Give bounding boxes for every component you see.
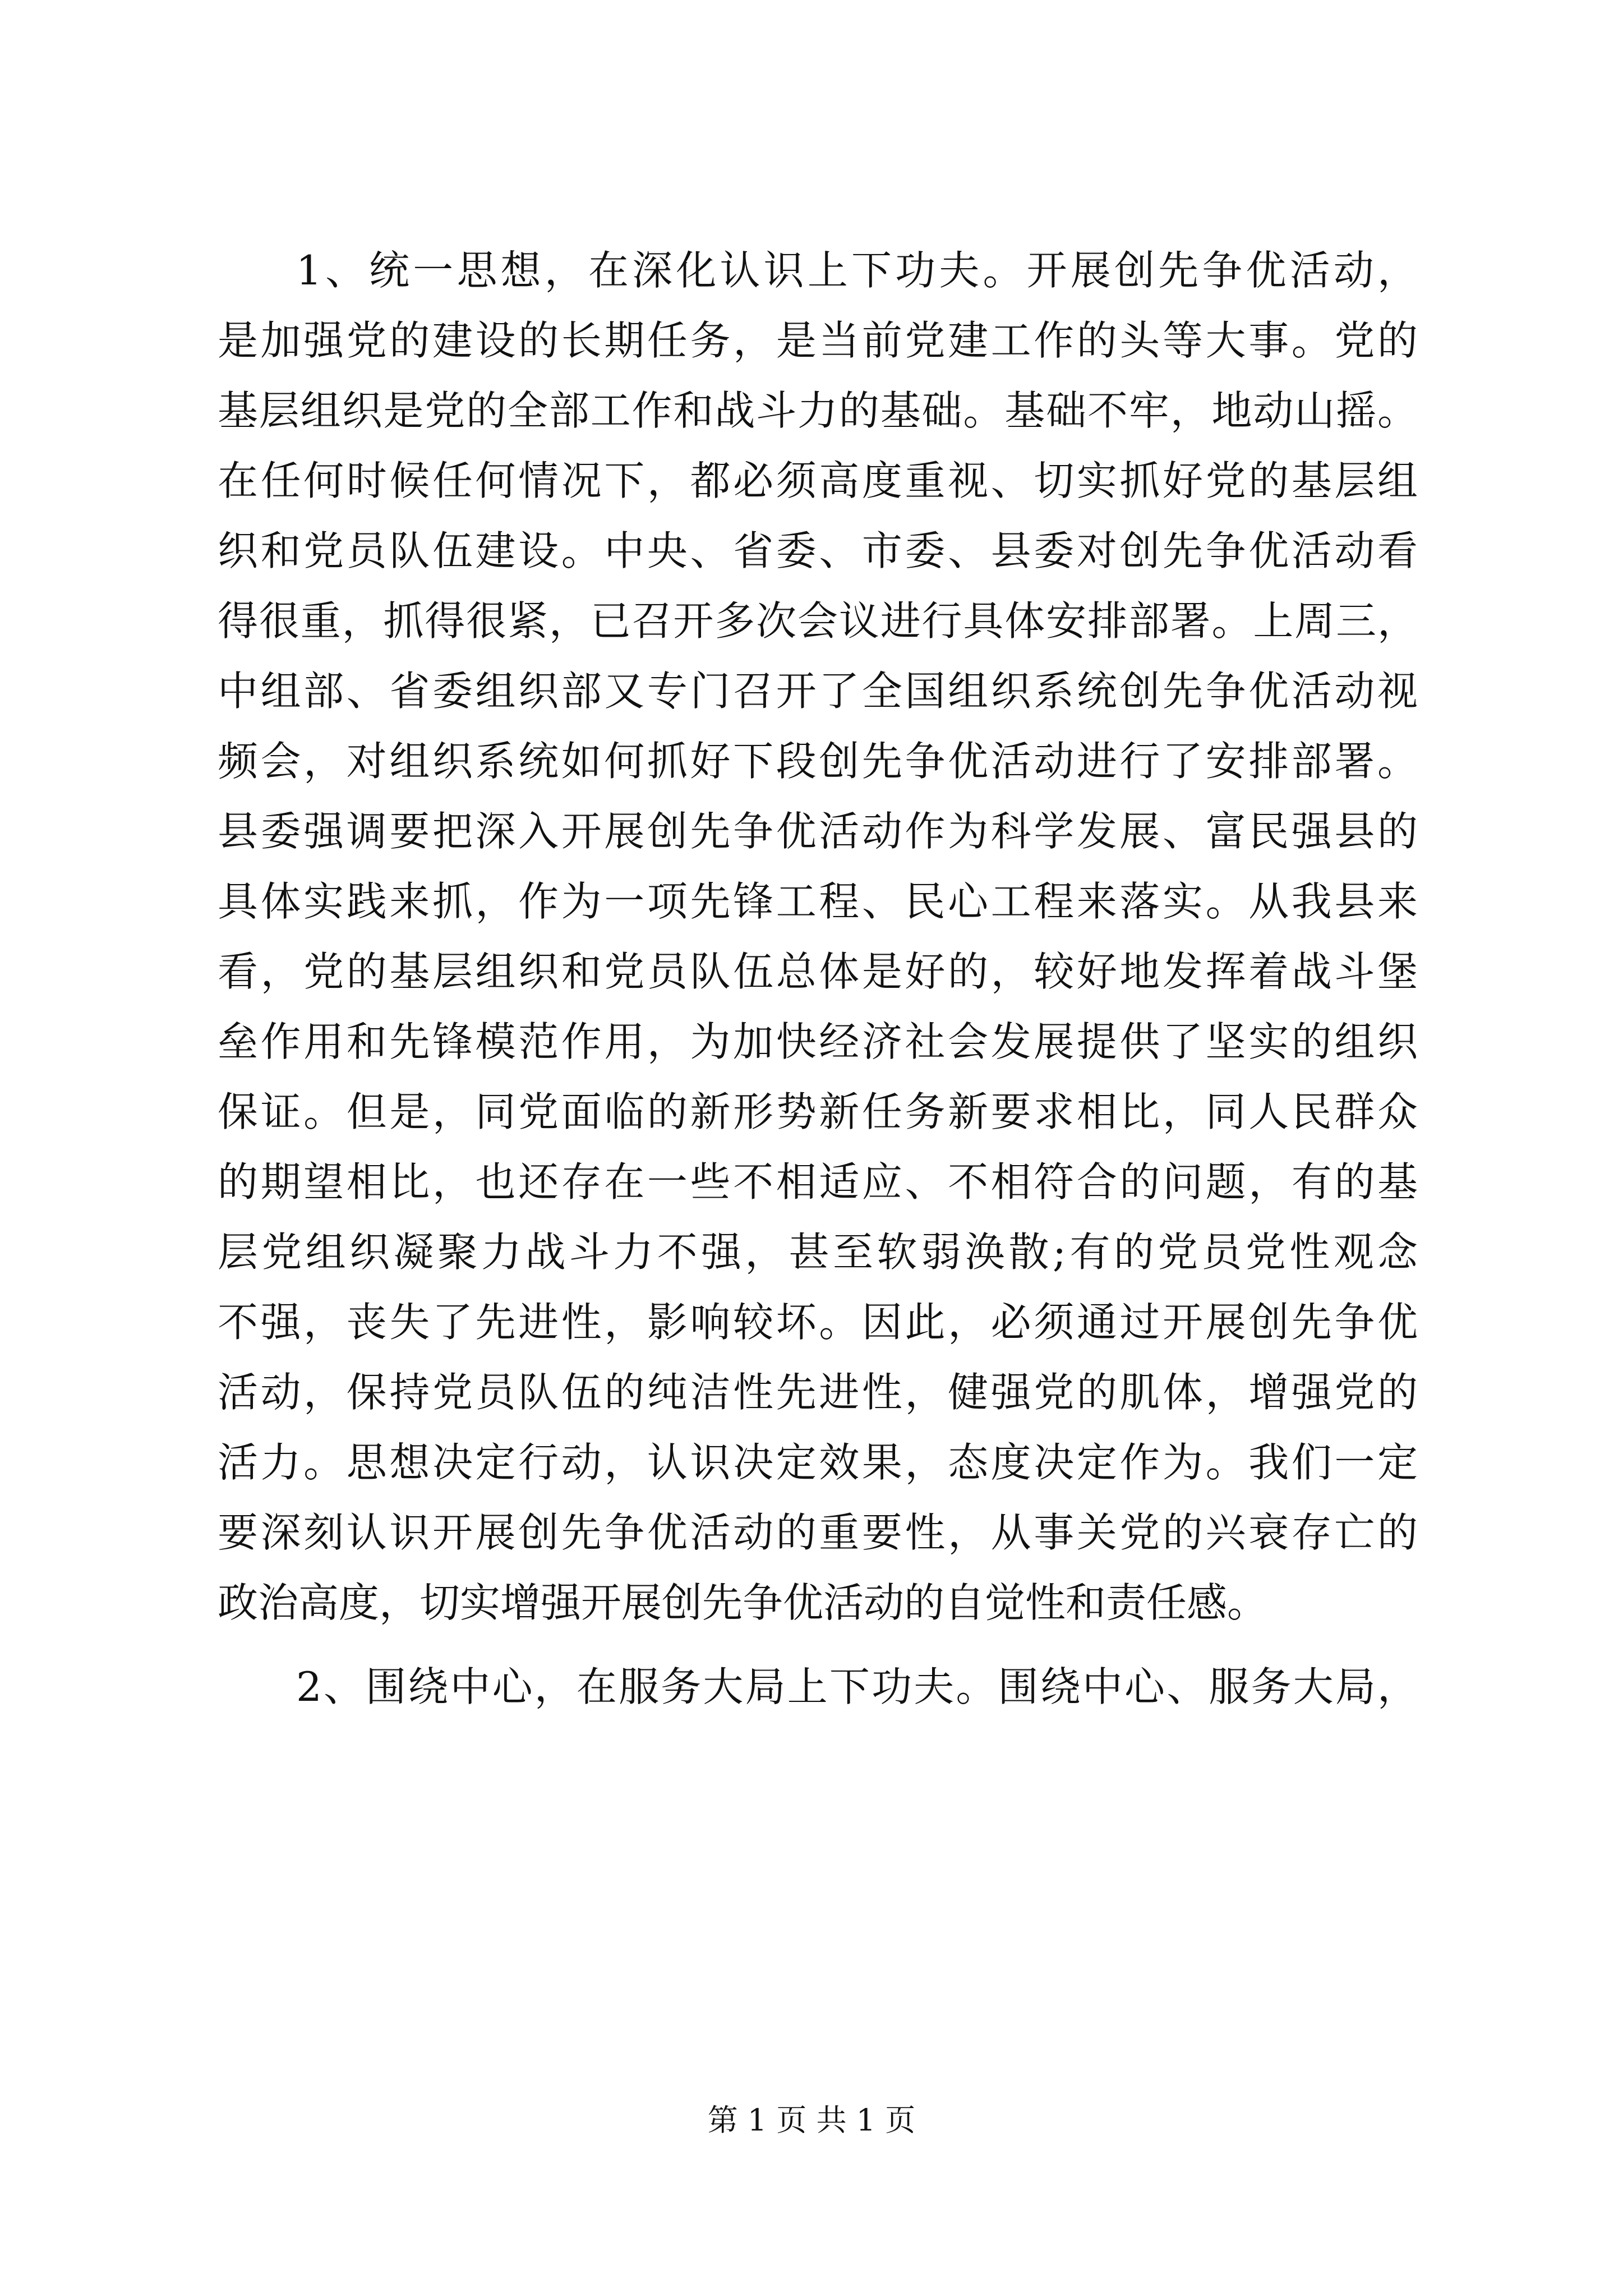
paragraph-1-line-19: 要深刻认识开展创先争优活动的重要性，从事关党的兴衰存亡的 xyxy=(218,1509,1418,1556)
paragraph-1-line-18: 活力。思想决定行动，认识决定效果，态度决定作为。我们一定 xyxy=(218,1439,1418,1486)
paragraph-1-line-1: 1、统一思想，在深化认识上下功夫。开展创先争优活动， xyxy=(296,247,1418,294)
paragraph-1-line-8: 频会，对组织系统如何抓好下段创先争优活动进行了安排部署。 xyxy=(218,738,1418,785)
paragraph-2-line-1: 2、围绕中心，在服务大局上下功夫。围绕中心、服务大局， xyxy=(296,1663,1418,1710)
paragraph-1-line-7: 中组部、省委组织部又专门召开了全国组织系统创先争优活动视 xyxy=(218,668,1418,715)
paragraph-1-line-3: 基层组织是党的全部工作和战斗力的基础。基础不牢，地动山摇。 xyxy=(218,387,1418,434)
paragraph-1-line-5: 织和党员队伍建设。中央、省委、市委、县委对创先争优活动看 xyxy=(218,527,1418,574)
paragraph-1-line-11: 看，党的基层组织和党员队伍总体是好的，较好地发挥着战斗堡 xyxy=(218,948,1418,995)
paragraph-1-line-4: 在任何时候任何情况下，都必须高度重视、切实抓好党的基层组 xyxy=(218,457,1418,504)
paragraph-1-line-6: 得很重，抓得很紧，已召开多次会议进行具体安排部署。上周三， xyxy=(218,597,1418,645)
paragraph-1-line-14: 的期望相比，也还存在一些不相适应、不相符合的问题，有的基 xyxy=(218,1158,1418,1205)
paragraph-1-line-10: 具体实践来抓，作为一项先锋工程、民心工程来落实。从我县来 xyxy=(218,878,1418,925)
paragraph-1-line-2: 是加强党的建设的长期任务，是当前党建工作的头等大事。党的 xyxy=(218,317,1418,364)
page-footer xyxy=(0,2101,1623,2140)
paragraph-1-line-13: 保证。但是，同党面临的新形势新任务新要求相比，同人民群众 xyxy=(218,1088,1418,1135)
paragraph-1-line-9: 县委强调要把深入开展创先争优活动作为科学发展、富民强县的 xyxy=(218,808,1418,855)
page-number-label: 第 1 页 共 1 页 xyxy=(707,2102,916,2138)
paragraph-spacer xyxy=(218,1638,1418,1652)
paragraph-1-line-16: 不强，丧失了先进性，影响较坏。因此，必须通过开展创先争优 xyxy=(218,1299,1418,1346)
paragraph-1-line-17: 活动，保持党员队伍的纯洁性先进性，健强党的肌体，增强党的 xyxy=(218,1369,1418,1416)
paragraph-1-line-20: 政治高度，切实增强开展创先争优活动的自觉性和责任感。 xyxy=(218,1579,1268,1626)
document-body xyxy=(218,236,1418,1722)
paragraph-1-line-15: 层党组织凝聚力战斗力不强，甚至软弱涣散;有的党员党性观念 xyxy=(218,1228,1418,1276)
paragraph-1-line-12: 垒作用和先锋模范作用，为加快经济社会发展提供了坚实的组织 xyxy=(218,1018,1418,1065)
